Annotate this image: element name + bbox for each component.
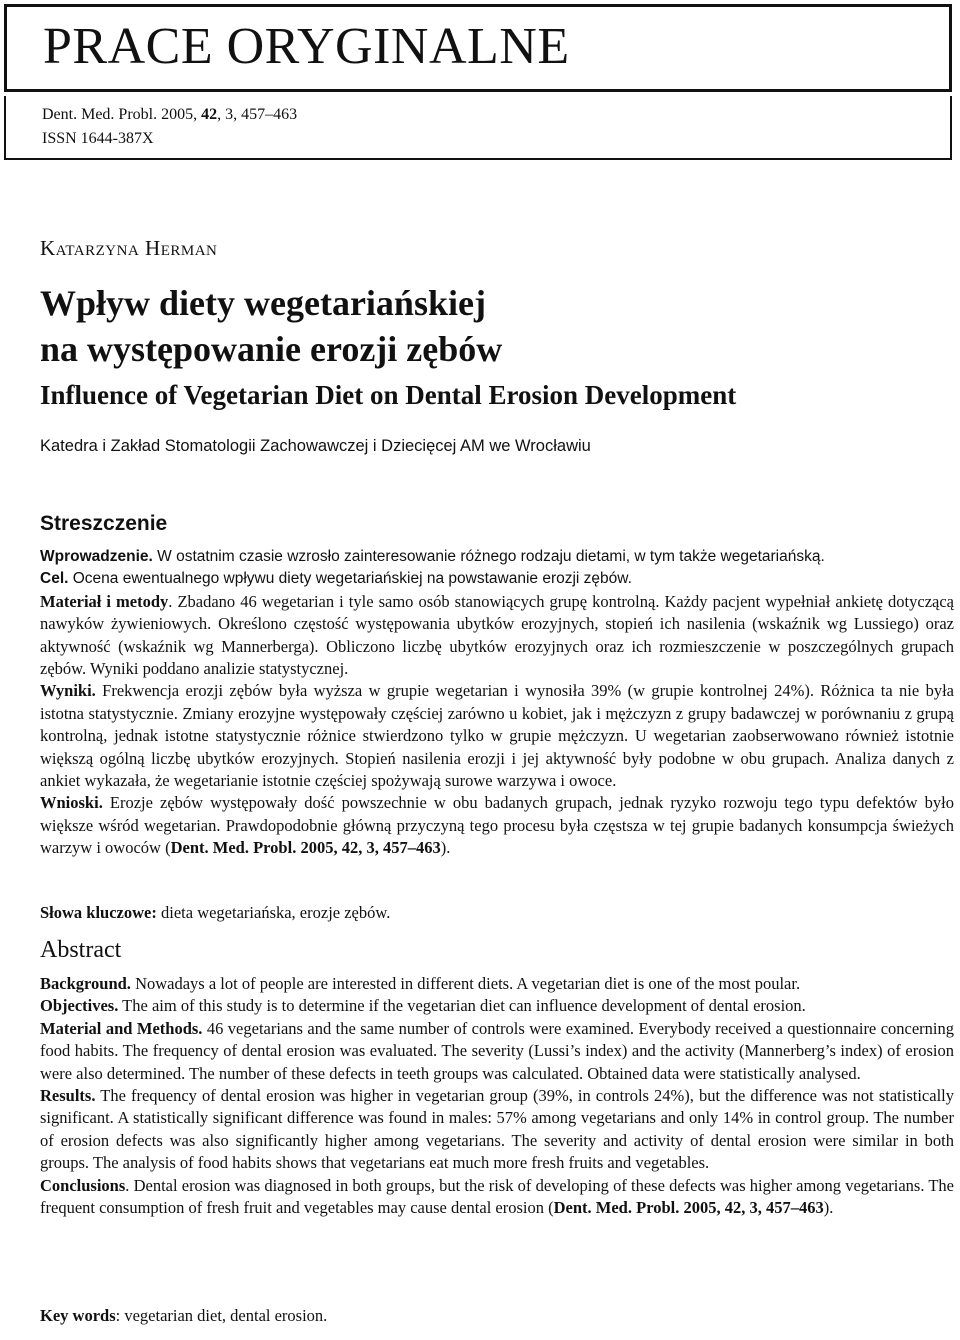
abstract-heading: Abstract bbox=[40, 937, 122, 963]
label-objectives: Objectives. bbox=[40, 996, 119, 1016]
paragraph-methods bbox=[40, 1018, 954, 1085]
text-cel: Ocena ewentualnego wpływu diety wegetariańskiej na powstawanie erozji zębów. bbox=[68, 570, 632, 588]
issn: ISSN 1644-387X bbox=[42, 130, 154, 147]
wnioski-citation: Dent. Med. Probl. 2005, 42, 3, 457–463 bbox=[170, 838, 441, 858]
banner-title: PRACE ORYGINALNE bbox=[43, 18, 570, 75]
keywords-polish bbox=[40, 903, 390, 923]
keywords-english-label: Key words bbox=[40, 1306, 116, 1325]
section-banner bbox=[4, 4, 952, 92]
paragraph-cel bbox=[40, 568, 954, 590]
text-wprowadzenie: W ostatnim czasie wzrosło zainteresowanie różnego rodzaju dietami, w tym także wegetariańską. bbox=[152, 548, 825, 565]
text-conclusions: . Dental erosion was diagnosed in both groups, but the risk of developing of these defects was higher among vegetarians. The frequent consumption of fresh fruit and vegetables may cause dental erosion ( bbox=[40, 1175, 954, 1218]
paragraph-metody bbox=[40, 591, 954, 681]
paragraph-results bbox=[40, 1085, 954, 1175]
text-wnioski: Erozje zębów występowały dość powszechnie w obu badanych grupach, jednak ryzyko rozwoju tego typu defektów było większe wśród wegetarian. Prawdopodobnie główną przyczyną tego procesu była częstsza w tej grupie badanych konsumpcja świeżych warzyw i owoców ( bbox=[40, 793, 954, 858]
paragraph-wnioski bbox=[40, 792, 954, 859]
conclusions-citation: Dent. Med. Probl. 2005, 42, 3, 457–463 bbox=[553, 1198, 824, 1218]
keywords-polish-label: Słowa kluczowe: bbox=[40, 903, 157, 922]
label-wprowadzenie: Wprowadzenie. bbox=[40, 548, 153, 565]
abstract-body bbox=[40, 973, 954, 1219]
keywords-english bbox=[40, 1306, 327, 1326]
keywords-polish-text: dieta wegetariańska, erozje zębów. bbox=[156, 903, 391, 922]
label-wnioski: Wnioski. bbox=[40, 793, 103, 813]
wnioski-end: ). bbox=[440, 838, 451, 858]
text-background: Nowadays a lot of people are interested in different diets. A vegetarian diet is one of the most poular. bbox=[130, 974, 801, 993]
streszczenie-body bbox=[40, 546, 954, 860]
text-metody: . Zbadano 46 wegetarian i tyle samo osób stanowiących grupę kontrolną. Każdy pacjent wypełniał ankietę dotyczącą nawyków żywieniowych. Określono częstość występowania ubytków erozyjnych, stopień ich nasilenia (wskaźnik wg Lussiego) oraz aktywność (wskaźnik wg Mannerberga). Obliczono liczbę ubytków erozyjnych oraz ich rozmieszczenie w poszczególnych grupach zębów. Wyniki poddano analizie statystycznej. bbox=[40, 591, 954, 679]
citation-suffix: , 3, 457–463 bbox=[217, 106, 298, 123]
label-methods: Material and Methods. bbox=[40, 1018, 203, 1038]
text-wyniki: Frekwencja erozji zębów była wyższa w grupie wegetarian i wynosiła 39% (w grupie kontrolnej 24%). Różnica ta nie była istotna statystycznie. Zmiany erozyjne występowały częściej zarówno u kobiet, jak i mężczyzn z grupy badawczej w porównaniu z grupą kontrolną, jednak istotne statystycznie różnice stwierdzono tylko w grupie mężczyzn. U wegetarian zaobserwowano również istotnie większą ogólną liczbę ubytków erozyjnych. Stopień nasilenia erozji i jej aktywność były podobne w obu grupach. Analiza danych z ankiet wykazała, że wegetarianie istotnie częściej spożywają surowe warzywa i owoce. bbox=[40, 681, 954, 791]
citation-prefix: Dent. Med. Probl. 2005, bbox=[42, 106, 202, 123]
label-wyniki: Wyniki. bbox=[40, 681, 96, 701]
author-name: Katarzyna Herman bbox=[40, 236, 218, 260]
title-polish-line-2: na występowanie erozji zębów bbox=[40, 329, 503, 369]
paragraph-wyniki bbox=[40, 680, 954, 792]
paragraph-objectives bbox=[40, 995, 954, 1017]
title-polish bbox=[40, 280, 502, 372]
text-results: The frequency of dental erosion was higher in vegetarian group (39%, in controls 24%), but the difference was not statistically significant. A statistically significant difference was found in males: 57% among vegetarians and only 14% in control group. The number of erosion defects was also significantly higher among vegetarians. The severity and activity of dental erosion were similar in both groups. The analysis of food habits shows that vegetarians eat much more fresh fruits and vegetables. bbox=[40, 1086, 954, 1173]
paragraph-conclusions bbox=[40, 1175, 954, 1220]
citation-box bbox=[4, 96, 952, 160]
label-cel: Cel. bbox=[40, 570, 69, 588]
streszczenie-heading: Streszczenie bbox=[40, 512, 168, 535]
keywords-english-text: : vegetarian diet, dental erosion. bbox=[115, 1306, 328, 1325]
title-polish-line-1: Wpływ diety wegetariańskiej bbox=[40, 283, 486, 323]
label-background: Background. bbox=[40, 974, 131, 993]
paragraph-wprowadzenie bbox=[40, 546, 954, 568]
paragraph-background bbox=[40, 973, 954, 995]
label-metody: Materiał i metody bbox=[40, 591, 169, 611]
affiliation: Katedra i Zakład Stomatologii Zachowawczej i Dziecięcej AM we Wrocławiu bbox=[40, 437, 591, 455]
label-results: Results. bbox=[40, 1086, 96, 1106]
conclusions-end: ). bbox=[823, 1198, 834, 1218]
title-english: Influence of Vegetarian Diet on Dental Erosion Development bbox=[40, 380, 737, 410]
text-objectives: The aim of this study is to determine if the vegetarian diet can influence development of dental erosion. bbox=[118, 996, 806, 1016]
journal-citation bbox=[42, 106, 297, 124]
label-conclusions: Conclusions bbox=[40, 1175, 126, 1195]
text-methods: 46 vegetarians and the same number of controls were examined. Everybody received a questionnaire concerning food habits. The frequency of dental erosion was evaluated. The severity (Lussi’s index) and the activity (Mannerberg’s index) of erosion were also determined. The number of these defects in teeth groups was calculated. Obtained data were statistically analysed. bbox=[40, 1018, 955, 1083]
citation-volume: 42 bbox=[201, 106, 218, 123]
